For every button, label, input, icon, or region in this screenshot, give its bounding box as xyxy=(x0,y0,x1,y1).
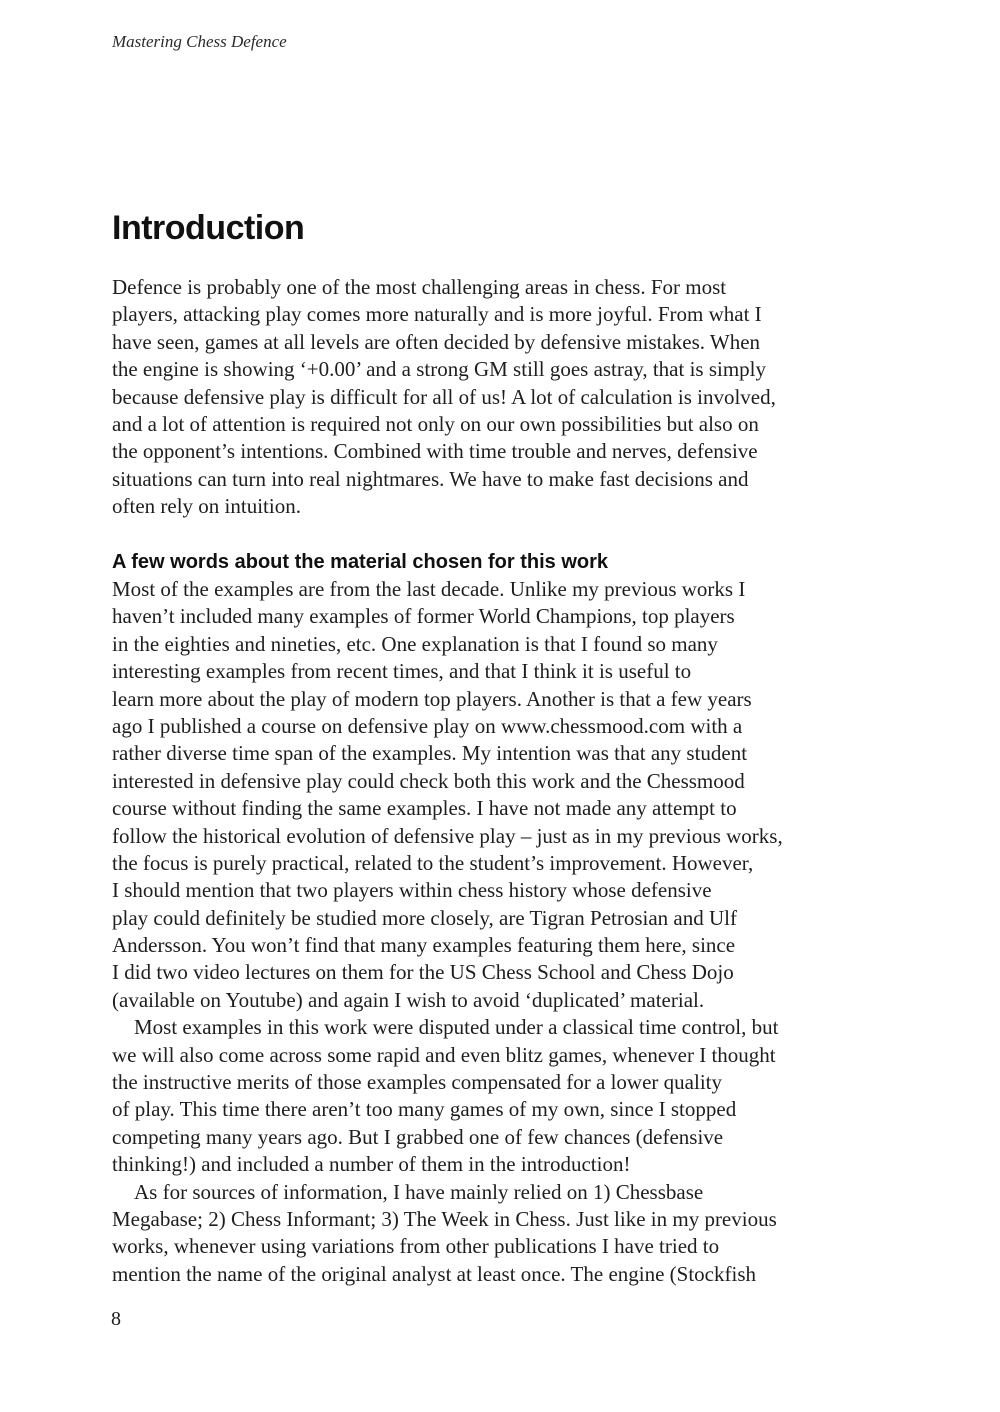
text-line: the instructive merits of those examples compensated for a lower quality xyxy=(112,1070,722,1095)
text-line: ago I published a course on defensive play on www.chessmood.com with a xyxy=(112,713,743,738)
text-line: Megabase; 2) Chess Informant; 3) The Week in Chess. Just like in my previous xyxy=(112,1206,777,1231)
text-line: of play. This time there aren’t too many games of my own, since I stopped xyxy=(112,1097,737,1122)
text-line: because defensive play is difficult for all of us! A lot of calculation is involved, xyxy=(112,384,776,409)
text-line: Andersson. You won’t find that many examples featuring them here, since xyxy=(112,933,736,958)
text-line: we will also come across some rapid and even blitz games, whenever I thought xyxy=(112,1042,776,1067)
section-heading: A few words about the material chosen for this work xyxy=(112,551,609,573)
text-line: interested in defensive play could check both this work and the Chessmood xyxy=(112,768,745,793)
text-line: situations can turn into real nightmares. We have to make fast decisions and xyxy=(112,466,749,491)
text-line: the focus is purely practical, related to the student’s improvement. However, xyxy=(112,850,754,875)
text-line: learn more about the play of modern top players. Another is that a few years xyxy=(112,686,752,711)
text-line: competing many years ago. But I grabbed one of few chances (defensive xyxy=(112,1124,724,1149)
text-line: in the eighties and nineties, etc. One explanation is that I found so many xyxy=(112,631,718,656)
text-line: I did two video lectures on them for the US Chess School and Chess Dojo xyxy=(112,960,734,985)
text-line: Most examples in this work were disputed under a classical time control, but xyxy=(134,1015,779,1040)
text-line: have seen, games at all levels are often decided by defensive mistakes. When xyxy=(112,329,761,354)
text-line: (available on Youtube) and again I wish to avoid ‘duplicated’ material. xyxy=(112,987,705,1012)
text-line: the engine is showing ‘+0.00’ and a strong GM still goes astray, that is simply xyxy=(112,357,767,382)
text-line: haven’t included many examples of former World Champions, top players xyxy=(112,604,735,629)
text-line: follow the historical evolution of defensive play – just as in my previous works, xyxy=(112,823,783,848)
text-line: As for sources of information, I have mainly relied on 1) Chessbase xyxy=(134,1179,704,1204)
text-line: the opponent’s intentions. Combined with time trouble and nerves, defensive xyxy=(112,439,758,464)
text-line: Defence is probably one of the most challenging areas in chess. For most xyxy=(112,275,727,299)
intro-paragraph xyxy=(112,274,902,521)
text-line: players, attacking play comes more naturally and is more joyful. From what I xyxy=(112,302,762,327)
running-head-title: Mastering Chess Defence xyxy=(112,32,287,51)
section-body xyxy=(112,576,902,1288)
text-line: works, whenever using variations from other publications I have tried to xyxy=(112,1234,720,1259)
text-line: I should mention that two players within chess history whose defensive xyxy=(112,878,712,903)
text-line: often rely on intuition. xyxy=(112,494,301,519)
chapter-title: Introduction xyxy=(112,209,305,247)
text-line: mention the name of the original analyst at least once. The engine (Stockfish xyxy=(112,1261,757,1286)
page-number: 8 xyxy=(111,1308,121,1330)
text-line: thinking!) and included a number of them in the introduction! xyxy=(112,1152,631,1177)
text-line: course without finding the same examples. I have not made any attempt to xyxy=(112,796,737,821)
text-line: Most of the examples are from the last decade. Unlike my previous works I xyxy=(112,577,746,601)
text-line: play could definitely be studied more closely, are Tigran Petrosian and Ulf xyxy=(112,905,737,930)
text-line: rather diverse time span of the examples. My intention was that any student xyxy=(112,741,748,766)
text-line: and a lot of attention is required not only on our own possibilities but also on xyxy=(112,411,759,436)
text-line: interesting examples from recent times, and that I think it is useful to xyxy=(112,659,692,684)
